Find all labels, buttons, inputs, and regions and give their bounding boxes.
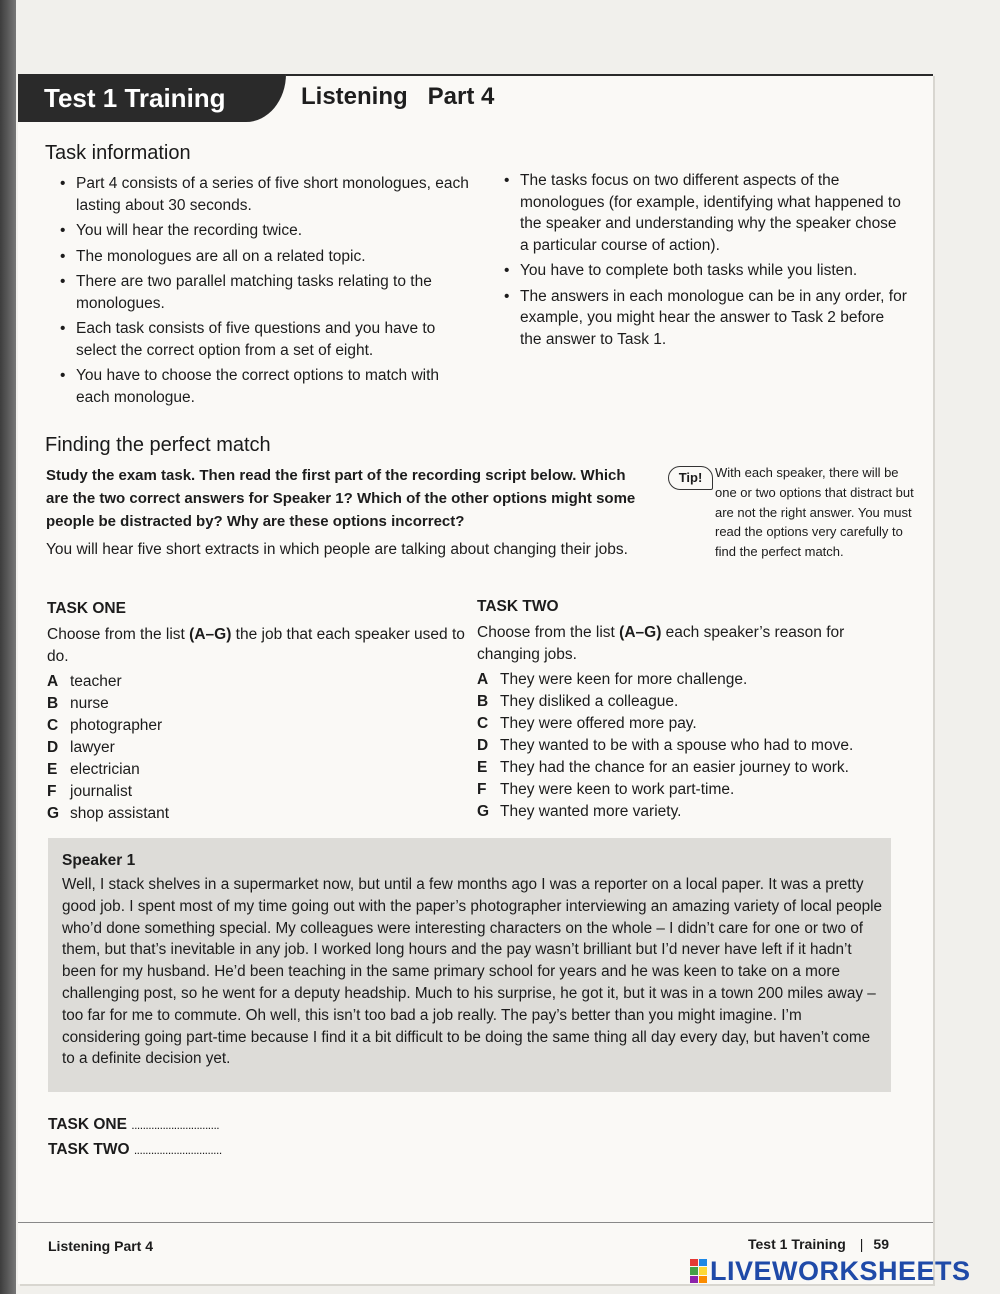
task-two-desc-pre: Choose from the list: [477, 624, 620, 641]
footer-rule: [18, 1222, 933, 1223]
option-text: journalist: [70, 783, 133, 800]
option-letter: G: [47, 805, 60, 822]
task-two-desc-range: (A–G): [619, 624, 662, 641]
option-letter: G: [477, 803, 490, 820]
list-item: [477, 735, 917, 757]
task-two-options: [477, 669, 917, 823]
list-item: [47, 803, 467, 825]
task-one-description: [47, 624, 467, 668]
task-two-heading: TASK TWO: [477, 598, 559, 615]
task-one-answer-blank[interactable]: ...............................: [131, 1118, 220, 1132]
speaker-title: Speaker 1: [62, 852, 136, 869]
option-text: They wanted to be with a spouse who had to move.: [500, 737, 854, 754]
option-text: lawyer: [70, 739, 115, 756]
option-text: They were keen for more challenge.: [500, 671, 748, 688]
list-item: • The tasks focus on two different aspects of the monologues (for example, identifying what happened to the speaker and understanding why the speaker chose a particular course of action).: [498, 170, 908, 256]
option-text: nurse: [70, 695, 109, 712]
list-item: [477, 779, 917, 801]
speaker-script-box: [48, 838, 891, 1092]
finding-heading: Finding the perfect match: [45, 434, 271, 456]
list-item: • You have to choose the correct options to match with each monologue.: [54, 365, 474, 408]
list-item: [477, 669, 917, 691]
page-number: 59: [873, 1236, 889, 1252]
task-two-description: [477, 622, 897, 666]
option-letter: E: [47, 761, 58, 778]
speaker-text: Well, I stack shelves in a supermarket now, but until a few months ago I was a reporter on a local paper. It was a pretty good job. I spent most of my time going out with the paper’s photographer interviewing an amazing variety of local people who’d done something special. My colleagues were interesting characters on the whole – I didn’t care for one or two of them, but that’s inevitable in any job. I worked long hours and the pay wasn’t brilliant but I’d never have left if it hadn’t been for my husband. He’d been teaching in the same primary school for years and he was keen to take on a more challenging post, so he went for a deputy headship. Much to his surprise, he got it, but it was in a town 200 miles away – too far for me to commute. Oh well, this isn’t too bad a job really. The pay’s better than you might imagine. I’m considering going part-time because I find it a bit difficult to be doing the same thing all day every day, but haven’t come to a definite decision yet.: [62, 876, 882, 1068]
list-item: [47, 781, 467, 803]
footer-page-info: [748, 1236, 889, 1252]
list-item: [477, 801, 917, 823]
task-information-heading: Task information: [45, 142, 191, 164]
option-text: electrician: [70, 761, 140, 778]
option-text: teacher: [70, 673, 122, 690]
list-item: [47, 715, 467, 737]
header-part: Part 4: [427, 83, 495, 110]
option-letter: F: [47, 783, 57, 800]
list-item: [477, 757, 917, 779]
watermark-text: LIVEWORKSHEETS: [710, 1255, 971, 1286]
task-info-right-list: [498, 170, 908, 354]
option-letter: D: [47, 739, 59, 756]
task-two-answer-blank[interactable]: ...............................: [133, 1143, 222, 1157]
task-one-desc-range: (A–G): [189, 626, 232, 643]
option-letter: B: [477, 693, 489, 710]
task-one-desc-post: the job that each speaker used to do.: [47, 626, 465, 665]
list-item: • Part 4 consists of a series of five short monologues, each lasting about 30 seconds.: [54, 173, 474, 216]
option-text: They were keen to work part-time.: [500, 781, 735, 798]
task-one-heading: TASK ONE: [47, 600, 126, 617]
task-two-answer-label: TASK TWO: [48, 1141, 130, 1158]
list-item: • You have to complete both tasks while you listen.: [498, 260, 908, 282]
list-item: • There are two parallel matching tasks relating to the monologues.: [54, 271, 474, 314]
liveworksheets-logo-icon: [690, 1259, 707, 1283]
list-item: [47, 737, 467, 759]
task-one-answer: [48, 1116, 219, 1134]
list-item: • The monologues are all on a related topic.: [54, 246, 474, 268]
tip-text: With each speaker, there will be one or two options that distract but are not the right answer. You must read the options very carefully to find the perfect match.: [715, 465, 914, 560]
option-text: shop assistant: [70, 805, 170, 822]
option-letter: A: [47, 673, 59, 690]
footer-training-label: Test 1 Training: [748, 1236, 846, 1252]
task-two-desc-post: each speaker’s reason for changing jobs.: [477, 624, 845, 663]
task-one-answer-label: TASK ONE: [48, 1116, 127, 1133]
liveworksheets-watermark: [690, 1256, 971, 1286]
list-item: • Each task consists of five questions and you have to select the correct option from a set of eight.: [54, 318, 474, 361]
header-tab-title: Test 1 Training: [18, 74, 286, 122]
option-text: They had the chance for an easier journey to work.: [500, 759, 849, 776]
extract-intro: You will hear five short extracts in which people are talking about changing their jobs.: [46, 541, 628, 558]
header-section-name: Listening: [301, 83, 408, 110]
option-letter: B: [47, 695, 59, 712]
option-letter: E: [477, 759, 488, 776]
option-text: They wanted more variety.: [500, 803, 682, 820]
task-info-left-list: [54, 173, 474, 412]
footer-separator: |: [859, 1236, 864, 1252]
list-item: [477, 691, 917, 713]
option-text: They disliked a colleague.: [500, 693, 679, 710]
option-letter: A: [477, 671, 489, 688]
option-letter: F: [477, 781, 487, 798]
exam-instruction: Study the exam task. Then read the first part of the recording script below. Which are the two correct answers for Speaker 1? Which of the other options might some people be distracted by? Why are these options incorrect?: [46, 467, 636, 530]
task-one-desc-pre: Choose from the list: [47, 626, 190, 643]
list-item: [477, 713, 917, 735]
option-letter: C: [477, 715, 489, 732]
task-two-answer: [48, 1141, 222, 1159]
worksheet-page: [18, 74, 933, 1284]
option-text: They were offered more pay.: [500, 715, 697, 732]
list-item: [47, 671, 467, 693]
option-letter: D: [477, 737, 489, 754]
list-item: [47, 759, 467, 781]
task-one-options: [47, 671, 467, 825]
list-item: • You will hear the recording twice.: [54, 220, 474, 242]
tip-badge: Tip!: [668, 466, 713, 490]
header-section: [301, 74, 514, 122]
footer-section: Listening Part 4: [48, 1238, 154, 1254]
option-text: photographer: [70, 717, 163, 734]
list-item: [47, 693, 467, 715]
list-item: • The answers in each monologue can be in any order, for example, you might hear the answer to Task 2 before the answer to Task 1.: [498, 286, 908, 351]
book-spine-shadow: [0, 0, 16, 1294]
option-letter: C: [47, 717, 59, 734]
